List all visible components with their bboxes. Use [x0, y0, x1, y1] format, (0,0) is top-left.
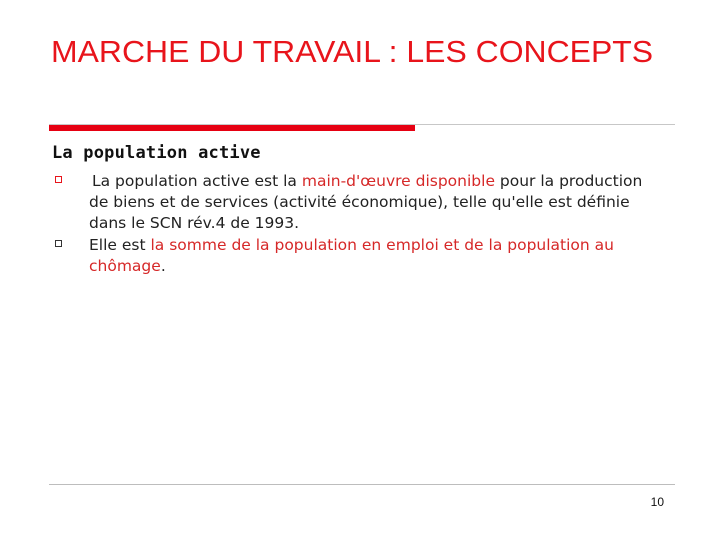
bullet-text-normal: .: [160, 257, 166, 275]
bullet-text-normal: Elle est: [89, 236, 151, 254]
hollow-square-bullet-icon: [55, 240, 62, 247]
bullet-item-labor-force-definition: [52, 171, 662, 234]
footer-divider: [49, 484, 675, 485]
section-subtitle: La population active: [52, 143, 261, 163]
bullet-text-normal: La population active est la: [92, 172, 302, 190]
hollow-square-bullet-icon: [55, 176, 62, 183]
bullet-text-highlight: la somme de la population en emploi et de la population au chômage: [89, 236, 614, 275]
bullet-item-labor-force-composition: [52, 235, 662, 277]
bullet-text-normal: pour la production de biens et de services (activité économique), telle qu'elle est définie dans le SCN rév.4 de 1993.: [89, 172, 643, 232]
page-number: 10: [650, 495, 664, 509]
bullet-list: [52, 171, 662, 278]
bullet-text-highlight: main-d'œuvre disponible: [301, 172, 495, 190]
title-divider-accent: [49, 125, 415, 131]
bullet-text: [89, 172, 642, 232]
slide-title: MARCHE DU TRAVAIL : LES CONCEPTS: [51, 34, 654, 69]
bullet-text: [89, 236, 614, 275]
